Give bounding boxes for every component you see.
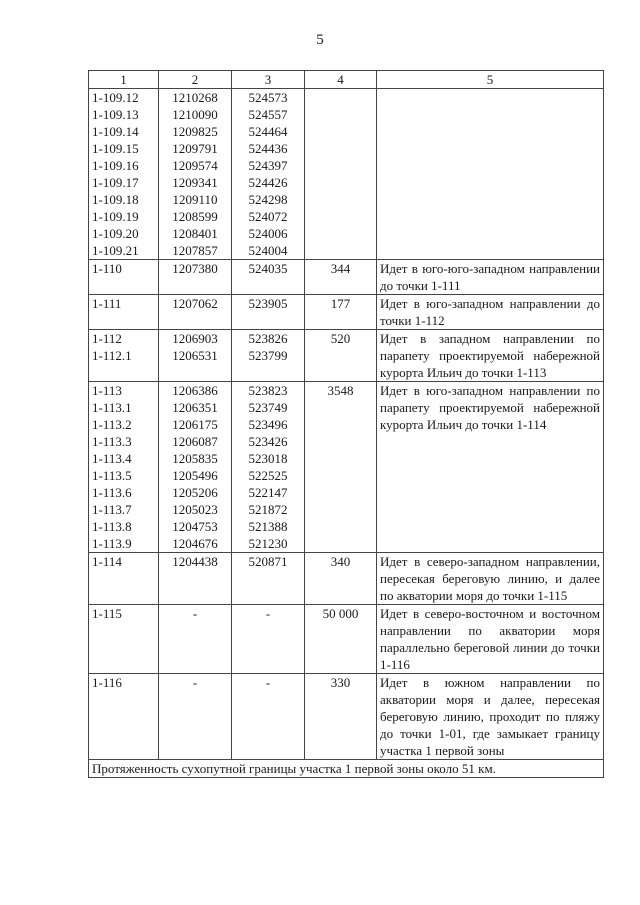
point-number-cell [89,330,159,382]
page-number: 5 [316,32,324,48]
point-number-cell-value: 1-113 [92,383,122,398]
coordinate-y-cell-value: 523826 [248,331,288,346]
length-cell: 520 [305,330,377,382]
header-cell-1: 1 [89,71,159,89]
coordinate-y-cell-value: 522147 [248,485,288,500]
table-row [89,382,604,553]
point-number-cell-value: 1-116 [92,675,122,690]
point-number-cell-value: 1-109.19 [92,209,139,224]
coordinate-y-cell [232,553,305,605]
point-number-cell [89,260,159,295]
coordinate-x-cell [159,553,232,605]
table-row [89,330,604,382]
point-number-cell-value: 1-113.4 [92,451,132,466]
header-cell-3: 3 [232,71,305,89]
coordinate-x-cell-value: 1209791 [172,141,218,156]
coordinate-x-cell-value: 1208401 [172,226,218,241]
table-row [89,260,604,295]
coordinate-x-cell-value: 1205206 [172,485,218,500]
coordinate-y-cell-value: 523749 [248,400,288,415]
point-number-cell-value: 1-113.5 [92,468,132,483]
coordinate-y-cell [232,674,305,760]
coordinate-x-cell-value: 1210090 [172,107,218,122]
coordinate-y-cell-value: 523426 [248,434,288,449]
point-number-cell-value: 1-110 [92,261,122,276]
coordinate-x-cell-value: 1209574 [172,158,218,173]
coordinate-y-cell-value: 523496 [248,417,288,432]
point-number-cell-value: 1-109.20 [92,226,139,241]
coordinate-x-cell [159,605,232,674]
point-number-cell-value: 1-113.2 [92,417,132,432]
coordinate-x-cell-value: 1207857 [172,243,218,258]
point-number-cell-value: 1-113.6 [92,485,132,500]
coordinate-y-cell-value: 523905 [248,296,288,311]
land-boundary-length-note: Протяженность сухопутной границы участка 1 первой зоны около 51 км. [89,760,604,778]
description-cell [377,89,604,260]
point-number-cell-value: 1-109.15 [92,141,139,156]
coordinate-x-cell [159,674,232,760]
description-cell: Идет в юго-западном направлении до точки 1-112 [377,295,604,330]
length-cell: 340 [305,553,377,605]
coordinate-x-cell-value: 1205835 [172,451,218,466]
point-number-cell [89,295,159,330]
point-number-cell-value: 1-112 [92,331,122,346]
coordinate-x-cell-value: 1209825 [172,124,218,139]
coordinate-y-cell-value: - [265,606,271,621]
length-cell: 177 [305,295,377,330]
coordinate-x-cell-value: 1207062 [172,296,218,311]
coordinate-x-cell-value: 1206903 [172,331,218,346]
table-row [89,89,604,260]
table-row [89,295,604,330]
coordinate-x-cell-value: 1209110 [172,192,218,207]
point-number-cell-value: 1-109.14 [92,124,139,139]
coordinate-y-cell-value: 524436 [248,141,288,156]
coordinate-y-cell-value: 521872 [248,502,288,517]
header-cell-5: 5 [377,71,604,89]
coordinate-x-cell [159,330,232,382]
point-number-cell-value: 1-114 [92,554,122,569]
point-number-cell-value: 1-113.7 [92,502,132,517]
coordinate-x-cell-value: 1206087 [172,434,218,449]
coordinate-x-cell-value: 1206351 [172,400,218,415]
point-number-cell [89,382,159,553]
coordinate-x-cell-value: 1207380 [172,261,218,276]
table-row [89,553,604,605]
description-cell: Идет в южном направлении по акватории моря и далее, пересекая береговую линию, проходит по пляжу до точки 1-01, где замыкает границу участка 1 первой зоны [377,674,604,760]
coordinate-x-cell-value: 1206531 [172,348,218,363]
coordinate-y-cell-value: - [265,675,271,690]
point-number-cell-value: 1-112.1 [92,348,132,363]
coordinate-y-cell [232,382,305,553]
point-number-cell [89,89,159,260]
coordinate-y-cell [232,89,305,260]
description-cell: Идет в северо-восточном и восточном направлении по акватории моря параллельно береговой линии до точки 1-116 [377,605,604,674]
description-cell: Идет в северо-западном направлении, пересекая береговую линию, и далее по акватории моря до точки 1-115 [377,553,604,605]
coordinate-y-cell-value: 524464 [248,124,288,139]
coordinate-y-cell-value: 524004 [248,243,288,258]
coordinate-y-cell [232,330,305,382]
table-row [89,605,604,674]
coordinate-x-cell-value: - [192,675,198,690]
coordinate-x-cell-value: - [192,606,198,621]
coordinate-y-cell [232,605,305,674]
point-number-cell-value: 1-113.3 [92,434,132,449]
coordinate-x-cell-value: 1204676 [172,536,218,551]
coordinate-x-cell-value: 1204438 [172,554,218,569]
coordinate-y-cell-value: 523799 [248,348,288,363]
length-cell: 3548 [305,382,377,553]
description-cell: Идет в западном направлении по парапету проектируемой набережной курорта Ильич до точки 1-113 [377,330,604,382]
coordinate-y-cell-value: 524298 [248,192,288,207]
coordinate-y-cell-value: 523018 [248,451,288,466]
table-row [89,674,604,760]
coordinate-x-cell [159,295,232,330]
point-number-cell-value: 1-113.1 [92,400,132,415]
coordinate-x-cell-value: 1210268 [172,90,218,105]
coordinate-y-cell-value: 521230 [248,536,288,551]
coordinate-y-cell-value: 524573 [248,90,288,105]
point-number-cell-value: 1-109.16 [92,158,139,173]
boundary-points-table [88,70,604,778]
point-number-cell [89,553,159,605]
point-number-cell-value: 1-109.21 [92,243,139,258]
point-number-cell-value: 1-109.17 [92,175,139,190]
coordinate-x-cell [159,89,232,260]
coordinate-y-cell-value: 524426 [248,175,288,190]
point-number-cell-value: 1-111 [92,296,122,311]
coordinate-y-cell-value: 524557 [248,107,288,122]
length-cell: 330 [305,674,377,760]
coordinate-y-cell-value: 524397 [248,158,288,173]
coordinate-y-cell-value: 524072 [248,209,288,224]
coordinate-x-cell-value: 1208599 [172,209,218,224]
coordinate-y-cell-value: 522525 [248,468,288,483]
length-cell [305,89,377,260]
coordinate-y-cell-value: 524035 [248,261,288,276]
coordinate-x-cell-value: 1206175 [172,417,218,432]
table-footer-row [89,760,604,778]
coordinate-y-cell [232,295,305,330]
table-header-row [89,71,604,89]
point-number-cell-value: 1-109.18 [92,192,139,207]
coordinate-x-cell [159,260,232,295]
length-cell: 344 [305,260,377,295]
coordinate-x-cell [159,382,232,553]
coordinate-y-cell [232,260,305,295]
coordinate-y-cell-value: 523823 [248,383,288,398]
coordinate-y-cell-value: 520871 [248,554,288,569]
coordinate-x-cell-value: 1209341 [172,175,218,190]
point-number-cell [89,674,159,760]
coordinate-x-cell-value: 1206386 [172,383,218,398]
coordinate-x-cell-value: 1204753 [172,519,218,534]
point-number-cell-value: 1-109.12 [92,90,139,105]
point-number-cell-value: 1-113.8 [92,519,132,534]
description-cell: Идет в юго-западном направлении по парапету проектируемой набережной курорта Ильич до точки 1-114 [377,382,604,553]
coordinate-y-cell-value: 521388 [248,519,288,534]
coordinate-x-cell-value: 1205496 [172,468,218,483]
header-cell-2: 2 [159,71,232,89]
point-number-cell [89,605,159,674]
length-cell: 50 000 [305,605,377,674]
coordinate-x-cell-value: 1205023 [172,502,218,517]
coordinate-y-cell-value: 524006 [248,226,288,241]
description-cell: Идет в юго-юго-западном направлении до точки 1-111 [377,260,604,295]
header-cell-4: 4 [305,71,377,89]
point-number-cell-value: 1-109.13 [92,107,139,122]
point-number-cell-value: 1-113.9 [92,536,132,551]
point-number-cell-value: 1-115 [92,606,122,621]
